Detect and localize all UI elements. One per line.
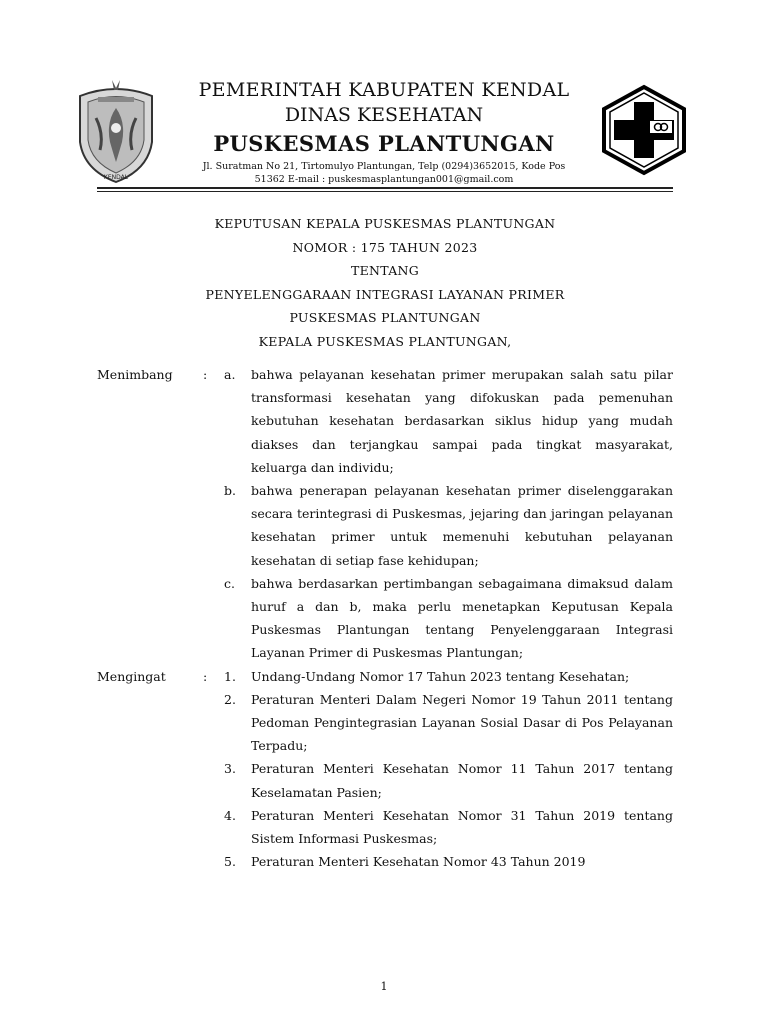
decree-about-label: TENTANG	[350, 263, 420, 278]
address-line-1: Jl. Suratman No 21, Tirtomulyo Plantungan, Telp (0294)3652015, Kode Pos	[202, 161, 566, 172]
institution-name: PUSKESMAS PLANTUNGAN	[213, 131, 555, 156]
decree-subject-line-2: PUSKESMAS PLANTUNGAN	[289, 310, 481, 325]
item-text: bahwa pelayanan kesehatan primer merupakan salah satu pilar transformasi kesehatan yang difokuskan pada pemenuhan kebutuhan kesehatan berdasarkan siklus hidup yang mudah diakses dan terjangkau sampai pada tingkat masyarakat, keluarga dan individu;	[251, 367, 673, 475]
mengingat-item	[97, 850, 675, 873]
item-text: Peraturan Menteri Kesehatan Nomor 31 Tahun 2019 tentang Sistem Informasi Puskesmas;	[251, 807, 673, 847]
item-marker: 4.	[224, 807, 236, 823]
kendal-emblem-logo	[74, 78, 158, 188]
menimbang-item	[97, 479, 675, 572]
item-marker: b.	[224, 483, 236, 499]
mengingat-section	[97, 665, 675, 874]
mengingat-colon: :	[203, 668, 208, 684]
item-text: bahwa penerapan pelayanan kesehatan primer diselenggarakan secara terintegrasi di Puskesmas, jejaring dan jaringan pelayanan kesehatan primer untuk memenuhi kebutuhan pelayanan kesehatan di setiap fase kehidupan;	[251, 483, 673, 568]
item-marker: 3.	[224, 761, 236, 777]
address-line-2: 51362 E-mail : puskesmasplantungan001@gmail.com	[254, 174, 514, 185]
decree-title	[97, 212, 673, 353]
decree-body	[97, 363, 675, 873]
decree-issuer: KEPALA PUSKESMAS PLANTUNGAN,	[258, 333, 512, 349]
puskesmas-cross-logo	[598, 84, 690, 176]
letterhead-divider-thin	[97, 191, 673, 192]
mengingat-item	[97, 804, 675, 850]
item-marker: a.	[224, 367, 236, 382]
decree-heading: KEPUTUSAN KEPALA PUSKESMAS PLANTUNGAN	[214, 216, 556, 231]
government-name: PEMERINTAH KABUPATEN KENDAL	[198, 79, 570, 101]
department-name: DINAS KESEHATAN	[284, 104, 484, 126]
mengingat-item	[97, 757, 675, 803]
item-text: bahwa berdasarkan pertimbangan sebagaimana dimaksud dalam huruf a dan b, maka perlu menetapkan Keputusan Kepala Puskesmas Plantungan tentang Penyelenggaraan Integrasi Layanan Primer di Puskesmas Plantungan;	[251, 575, 673, 661]
item-text: Peraturan Menteri Dalam Negeri Nomor 19 Tahun 2011 tentang Pedoman Pengintegrasian Layanan Sosial Dasar di Pos Pelayanan Terpadu;	[251, 691, 673, 754]
decree-subject-line-1: PENYELENGGARAAN INTEGRASI LAYANAN PRIMER	[205, 286, 565, 302]
mengingat-item	[97, 688, 675, 758]
item-text: Peraturan Menteri Kesehatan Nomor 43 Tahun 2019	[251, 854, 586, 870]
item-marker: c.	[224, 575, 235, 591]
page-number: 1	[380, 980, 388, 993]
decree-number: NOMOR : 175 TAHUN 2023	[292, 239, 478, 255]
menimbang-section	[97, 363, 675, 665]
item-text: Peraturan Menteri Kesehatan Nomor 11 Tahun 2017 tentang Keselamatan Pasien;	[251, 761, 673, 800]
menimbang-colon: :	[203, 367, 208, 382]
mengingat-item	[97, 665, 675, 688]
menimbang-label: Menimbang	[97, 367, 173, 382]
menimbang-item	[97, 572, 675, 665]
item-marker: 2.	[224, 691, 236, 707]
item-marker: 5.	[224, 854, 236, 870]
letterhead-divider-thick	[97, 187, 673, 189]
menimbang-item	[97, 363, 675, 479]
item-text: Undang-Undang Nomor 17 Tahun 2023 tentang Kesehatan;	[251, 668, 630, 684]
mengingat-label: Mengingat	[97, 668, 166, 684]
item-marker: 1.	[224, 668, 236, 684]
emblem-caption: KENDAL	[103, 174, 129, 181]
letterhead	[0, 0, 768, 200]
